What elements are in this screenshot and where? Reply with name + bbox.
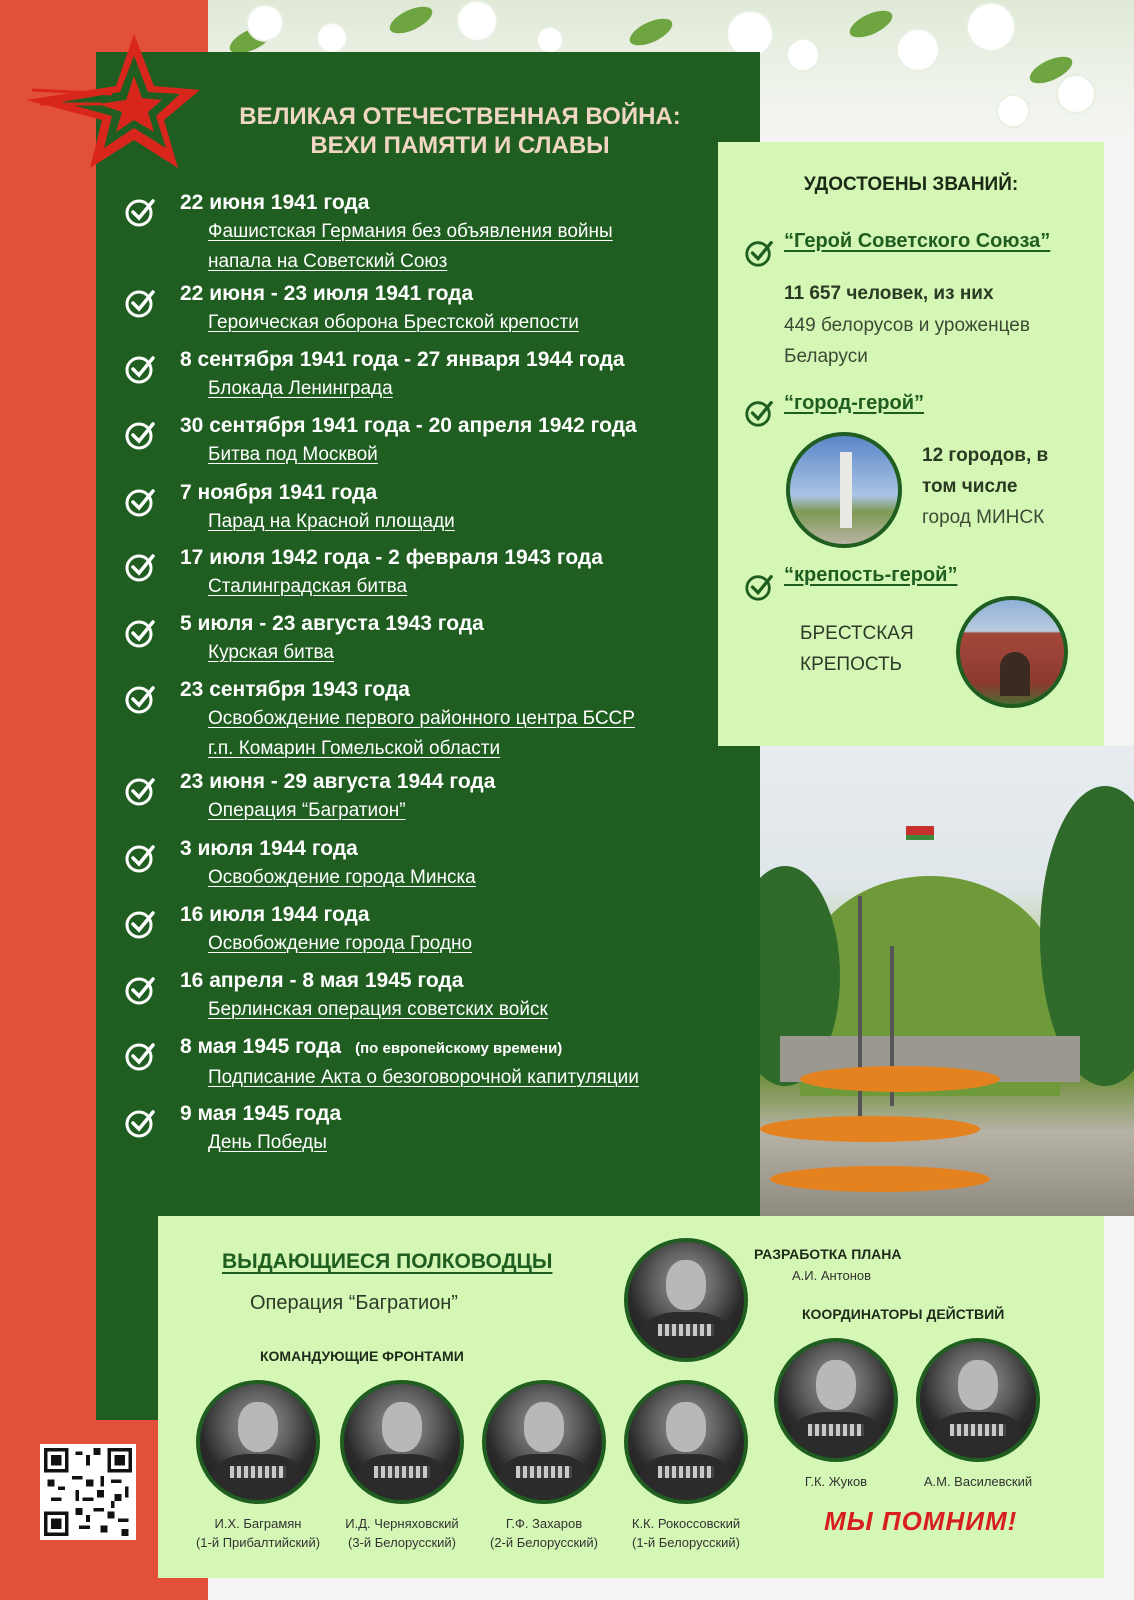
- timeline-event: [124, 478, 724, 543]
- event-description: Берлинская операция советских войск: [208, 999, 548, 1020]
- event-description: Освобождение города Гродно: [208, 933, 473, 954]
- commander-name: Г.Ф. Захаров: [505, 1516, 583, 1531]
- hero-fortress-brest: [800, 618, 914, 680]
- commander-front: (2-й Белорусский): [489, 1535, 599, 1550]
- event-description: Освобождение города Минска: [208, 867, 476, 888]
- event-date: 5 июля - 23 августа 1943 года: [180, 612, 484, 635]
- event-description-line: г.п. Комарин Гомельской области: [208, 738, 501, 759]
- check-circle-icon: [124, 551, 156, 583]
- generals-heading: ВЫДАЮЩИЕСЯ ПОЛКОВОДЦЫ: [222, 1250, 553, 1273]
- commander-front: (1-й Белорусский): [631, 1535, 741, 1550]
- portrait-chernyakhovsky: [340, 1380, 464, 1504]
- minsk-monument-photo: [786, 432, 902, 548]
- check-circle-icon: [744, 238, 774, 268]
- check-circle-icon: [124, 842, 156, 874]
- portrait-antonov: [624, 1238, 748, 1362]
- we-remember-slogan: МЫ ПОМНИМ!: [824, 1506, 1018, 1536]
- check-circle-icon: [124, 353, 156, 385]
- brest-fortress-photo: [956, 596, 1068, 708]
- event-date: 22 июня 1941 года: [180, 191, 370, 214]
- check-circle-icon: [124, 974, 156, 1006]
- event-date: 3 июля 1944 года: [180, 837, 358, 860]
- event-description: Сталинградская битва: [208, 576, 408, 597]
- commander-name: И.Д. Черняховский: [345, 1516, 459, 1531]
- event-date: 30 сентября 1941 года - 20 апреля 1942 года: [180, 414, 637, 437]
- event-description: Курская битва: [208, 642, 334, 663]
- coordinator-name: Г.К. Жуков: [804, 1474, 868, 1489]
- event-date: 23 сентября 1943 года: [180, 678, 410, 701]
- check-circle-icon: [124, 196, 156, 228]
- commander-front: (1-й Прибалтийский): [195, 1535, 321, 1550]
- portrait-bagramyan: [196, 1380, 320, 1504]
- timeline-list: [124, 188, 724, 1165]
- plan-person: А.И. Антонов: [792, 1268, 872, 1283]
- memorial-park-photo: [760, 746, 1134, 1216]
- check-circle-icon: [124, 419, 156, 451]
- timeline-event: [124, 345, 724, 411]
- event-description: День Победы: [208, 1132, 327, 1153]
- timeline-event: [124, 1032, 724, 1099]
- page-title: [200, 102, 720, 160]
- hero-fortress-line: КРЕПОСТЬ: [800, 654, 903, 675]
- event-date: 22 июня - 23 июля 1941 года: [180, 282, 474, 305]
- hero-city-minsk: город МИНСК: [922, 507, 1045, 528]
- timeline-event: [124, 834, 724, 900]
- event-description: Подписание Акта о безоговорочной капитуляции: [208, 1067, 639, 1088]
- event-description: [180, 704, 700, 764]
- event-date: 7 ноября 1941 года: [180, 481, 378, 504]
- timeline-event: [124, 543, 724, 609]
- hero-union-detail-line: Беларуси: [784, 346, 868, 367]
- timeline-event: [124, 279, 724, 345]
- timeline-event: [124, 966, 724, 1032]
- honorary-titles-heading: УДОСТОЕНЫ ЗВАНИЙ:: [803, 174, 1019, 195]
- event-date: [180, 1032, 724, 1063]
- event-date: 23 июня - 29 августа 1944 года: [180, 770, 496, 793]
- red-star-emblem-icon: [22, 20, 202, 170]
- event-date: 16 июля 1944 года: [180, 903, 370, 926]
- check-circle-icon: [124, 617, 156, 649]
- commanders-label: КОМАНДУЮЩИЕ ФРОНТАМИ: [260, 1348, 464, 1364]
- commander-name: И.Х. Баграмян: [214, 1516, 302, 1531]
- check-circle-icon: [124, 287, 156, 319]
- event-description-line: Фашистская Германия без объявления войны: [208, 221, 613, 242]
- check-circle-icon: [124, 775, 156, 807]
- portrait-zakharov: [482, 1380, 606, 1504]
- page-title-line-1: ВЕЛИКАЯ ОТЕЧЕСТВЕННАЯ ВОЙНА:: [239, 103, 681, 130]
- title-hero-city: “город-герой”: [784, 392, 924, 414]
- title-hero-fortress: “крепость-герой”: [784, 564, 958, 586]
- event-date-note: (по европейскому времени): [355, 1040, 563, 1057]
- honorary-titles-box: [718, 142, 1104, 746]
- event-description: Парад на Красной площади: [208, 511, 455, 532]
- event-date: 16 апреля - 8 мая 1945 года: [180, 969, 464, 992]
- check-circle-icon: [124, 683, 156, 715]
- event-description: Операция “Багратион”: [208, 800, 406, 821]
- timeline-event: [124, 188, 724, 279]
- event-date: 9 мая 1945 года: [180, 1102, 342, 1125]
- event-description-line: напала на Советский Союз: [208, 251, 448, 272]
- commander-name: К.К. Рокоссовский: [631, 1516, 741, 1531]
- hero-city-count-line: 12 городов, в: [922, 445, 1049, 466]
- timeline-event: [124, 411, 724, 478]
- generals-box: [158, 1216, 1104, 1578]
- hero-fortress-line: БРЕСТСКАЯ: [800, 623, 914, 644]
- hero-city-count: [922, 440, 1048, 502]
- check-circle-icon: [744, 398, 774, 428]
- event-description: [180, 217, 700, 277]
- event-date-text: 8 мая 1945 года: [180, 1035, 342, 1058]
- hero-city-count-line: том числе: [922, 476, 1018, 497]
- hero-union-count: 11 657 человек, из них: [784, 283, 994, 304]
- portrait-zhukov: [774, 1338, 898, 1462]
- timeline-event: [124, 609, 724, 675]
- hero-union-detail: [784, 310, 1030, 372]
- commander-front: (3-й Белорусский): [347, 1535, 457, 1550]
- timeline-event: [124, 767, 724, 834]
- event-description-line: Освобождение первого районного центра БССР: [208, 708, 635, 729]
- timeline-event: [124, 1099, 724, 1165]
- check-circle-icon: [124, 908, 156, 940]
- operation-name: Операция “Багратион”: [250, 1292, 458, 1314]
- portrait-vasilevsky: [916, 1338, 1040, 1462]
- check-circle-icon: [744, 572, 774, 602]
- check-circle-icon: [124, 486, 156, 518]
- commander-caption: [601, 1514, 771, 1552]
- event-date: 17 июля 1942 года - 2 февраля 1943 года: [180, 546, 603, 569]
- title-hero-soviet-union: “Герой Советского Союза”: [784, 230, 1051, 252]
- event-description: Блокада Ленинграда: [208, 378, 393, 399]
- check-circle-icon: [124, 1107, 156, 1139]
- timeline-event: [124, 675, 724, 767]
- portrait-rokossovsky: [624, 1380, 748, 1504]
- event-description: Битва под Москвой: [208, 444, 378, 465]
- hero-union-detail-line: 449 белорусов и уроженцев: [784, 315, 1030, 336]
- check-circle-icon: [124, 1040, 156, 1072]
- plan-label: РАЗРАБОТКА ПЛАНА: [754, 1246, 902, 1262]
- qr-code[interactable]: [40, 1444, 136, 1540]
- event-date: 8 сентября 1941 года - 27 января 1944 года: [180, 348, 625, 371]
- coordinators-label: КООРДИНАТОРЫ ДЕЙСТВИЙ: [802, 1306, 1005, 1322]
- page-title-line-2: ВЕХИ ПАМЯТИ И СЛАВЫ: [310, 132, 610, 159]
- coordinator-name: А.М. Василевский: [923, 1474, 1033, 1489]
- event-description: Героическая оборона Брестской крепости: [208, 312, 579, 333]
- timeline-event: [124, 900, 724, 966]
